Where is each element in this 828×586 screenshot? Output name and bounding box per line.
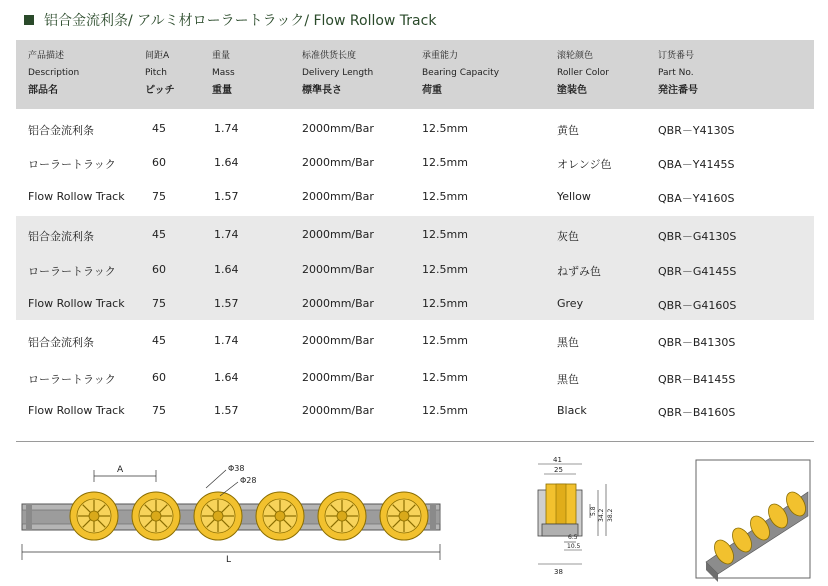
- table-cell: 黄色: [557, 124, 579, 137]
- table-cell: 2000mm/Bar: [302, 404, 374, 417]
- table-cell: 黑色: [557, 336, 579, 349]
- header-description: 产品描述 Description 部品名: [28, 51, 80, 96]
- table-cell: 黒色: [557, 373, 579, 386]
- header-pitch: 间距A Pitch ピッチ: [145, 51, 175, 96]
- table-cell: Flow Rollow Track: [28, 297, 125, 310]
- table-cell: 12.5mm: [422, 404, 468, 417]
- table-cell: 2000mm/Bar: [302, 122, 374, 135]
- table-cell: Flow Rollow Track: [28, 190, 125, 203]
- rail-end-right: [430, 504, 436, 530]
- label-d38: Φ38: [228, 464, 245, 473]
- section-divider: [16, 441, 814, 442]
- table-cell: 铝合金流利条: [28, 336, 94, 349]
- table-cell: 1.57: [214, 297, 239, 310]
- table-cell: 75: [152, 404, 166, 417]
- table-cell: 12.5mm: [422, 297, 468, 310]
- table-cell: QBR－B4160S: [658, 406, 736, 419]
- table-cell: 2000mm/Bar: [302, 156, 374, 169]
- table-cell: 2000mm/Bar: [302, 263, 374, 276]
- roller: [380, 492, 428, 540]
- table-cell: 12.5mm: [422, 122, 468, 135]
- table-cell: 2000mm/Bar: [302, 297, 374, 310]
- table-cell: QBR－G4145S: [658, 265, 737, 278]
- header-roller-color: 滚轮颜色 Roller Color 塗装色: [557, 51, 609, 96]
- table-cell: QBR－B4145S: [658, 373, 736, 386]
- table-cell: 45: [152, 228, 166, 241]
- table-cell: Grey: [557, 297, 584, 310]
- table-cell: QBA－Y4145S: [658, 158, 735, 171]
- label-l: L: [226, 555, 232, 565]
- table-cell: 12.5mm: [422, 228, 468, 241]
- svg-text:34.2: 34.2: [598, 508, 605, 522]
- header-delivery-length: 标准供货长度 Delivery Length 標準長さ: [302, 51, 374, 96]
- svg-text:10.5: 10.5: [567, 543, 581, 550]
- table-header: [16, 40, 814, 109]
- table-cell: 60: [152, 156, 166, 169]
- table-cell: Black: [557, 404, 587, 417]
- rail-end-left: [26, 504, 32, 530]
- table-cell: 12.5mm: [422, 190, 468, 203]
- table-cell: ねずみ色: [557, 265, 601, 278]
- table-cell: 12.5mm: [422, 371, 468, 384]
- table-cell: 1.64: [214, 263, 239, 276]
- product-photo: [696, 460, 810, 582]
- table-cell: 1.74: [214, 228, 239, 241]
- header-bearing-capacity: 承重能力 Bearing Capacity 荷重: [422, 51, 500, 96]
- table-cell: 2000mm/Bar: [302, 371, 374, 384]
- roller: [70, 492, 118, 540]
- table-cell: ローラートラック: [28, 158, 116, 171]
- table-cell: 45: [152, 334, 166, 347]
- table-cell: Yellow: [557, 190, 591, 203]
- table-cell: 1.57: [214, 404, 239, 417]
- table-cell: 1.57: [214, 190, 239, 203]
- table-cell: QBR－G4130S: [658, 230, 737, 243]
- svg-text:25: 25: [554, 466, 563, 474]
- page-title: 铝合金流利条/ アルミ材ローラートラック/ Flow Rollow Track: [44, 13, 437, 29]
- table-cell: 12.5mm: [422, 263, 468, 276]
- svg-text:38.2: 38.2: [607, 508, 614, 522]
- table-cell: 60: [152, 263, 166, 276]
- table-cell: QBA－Y4160S: [658, 192, 735, 205]
- label-d28: Φ28: [240, 476, 257, 485]
- table-cell: 铝合金流利条: [28, 124, 94, 137]
- page-title-bar: [24, 8, 436, 32]
- svg-text:5.8: 5.8: [590, 506, 597, 516]
- table-cell: 灰色: [557, 230, 579, 243]
- cross-section-view: [538, 456, 614, 576]
- roller: [318, 492, 366, 540]
- table-cell: 75: [152, 297, 166, 310]
- table-cell: オレンジ色: [557, 158, 612, 171]
- table-cell: 75: [152, 190, 166, 203]
- roller: [256, 492, 304, 540]
- roller: [132, 492, 180, 540]
- table-cell: 1.64: [214, 156, 239, 169]
- table-cell: 2000mm/Bar: [302, 334, 374, 347]
- title-bullet: [24, 15, 34, 25]
- table-cell: 60: [152, 371, 166, 384]
- table-cell: QBR－Y4130S: [658, 124, 735, 137]
- table-cell: QBR－B4130S: [658, 336, 736, 349]
- table-cell: Flow Rollow Track: [28, 404, 125, 417]
- label-a: A: [117, 465, 124, 475]
- technical-drawings: [16, 452, 814, 582]
- table-cell: 2000mm/Bar: [302, 190, 374, 203]
- table-cell: QBR－G4160S: [658, 299, 737, 312]
- table-cell: 45: [152, 122, 166, 135]
- svg-text:38: 38: [554, 568, 563, 576]
- table-cell: 12.5mm: [422, 156, 468, 169]
- svg-text:41: 41: [553, 456, 562, 464]
- header-part-no: 订货番号 Part No. 発注番号: [658, 51, 698, 96]
- table-cell: ローラートラック: [28, 373, 116, 386]
- table-cell: 1.74: [214, 334, 239, 347]
- table-cell: 铝合金流利条: [28, 230, 94, 243]
- table-cell: 12.5mm: [422, 334, 468, 347]
- table-cell: 1.74: [214, 122, 239, 135]
- svg-text:6.5: 6.5: [568, 534, 578, 541]
- roller: [194, 492, 242, 540]
- header-mass: 重量 Mass 重量: [212, 51, 235, 96]
- table-cell: 2000mm/Bar: [302, 228, 374, 241]
- front-view: [22, 464, 440, 565]
- table-cell: 1.64: [214, 371, 239, 384]
- table-cell: ローラートラック: [28, 265, 116, 278]
- drawing-svg: [16, 452, 814, 582]
